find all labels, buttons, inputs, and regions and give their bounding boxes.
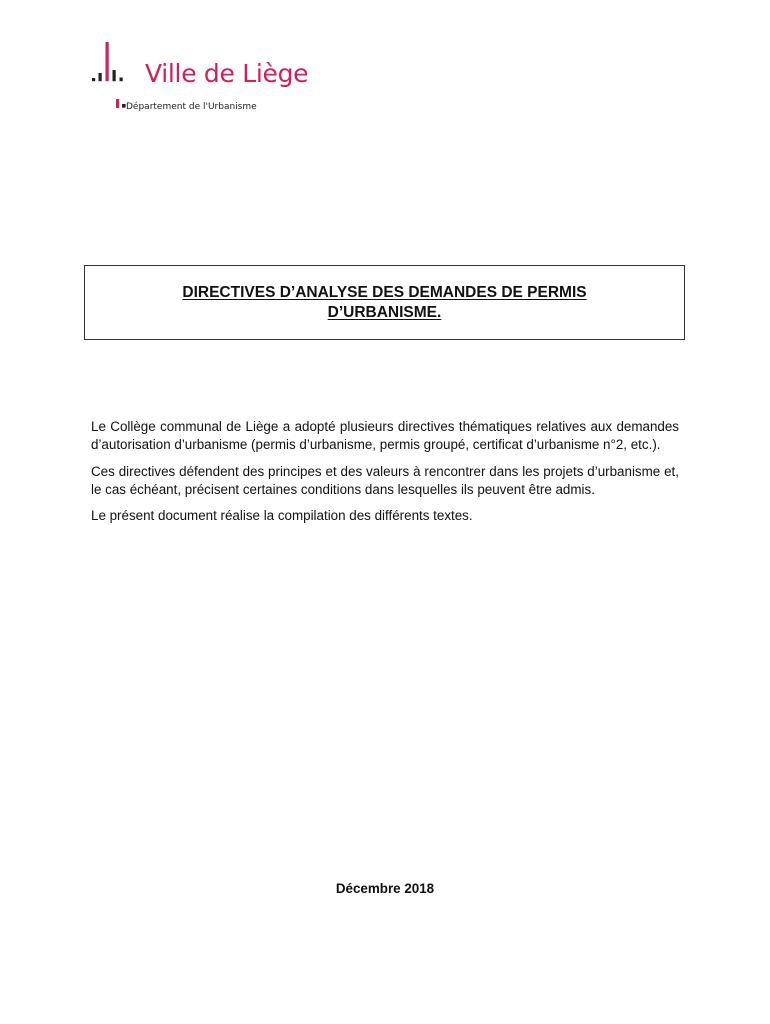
logo-title: Ville de Liège	[145, 59, 309, 88]
body-paragraph-1: Le Collège communal de Liège a adopté plusieurs directives thématiques relatives aux demandes d’autorisation d’urbanisme (permis d’urbanisme, permis groupé, certificat d’urbanisme n°2, etc.).	[91, 419, 679, 453]
document-date: Décembre 2018	[335, 881, 435, 896]
document-title-line-2: D’URBANISME.	[327, 303, 442, 321]
body-paragraph-2: Ces directives défendent des principes et des valeurs à rencontrer dans les projets d’urbanisme et, le cas échéant, précisent certaines conditions dans lesquelles ils peuvent être admis.	[91, 463, 679, 497]
document-title-box	[84, 265, 685, 340]
logo-subtitle: Département de l'Urbanisme	[126, 102, 257, 112]
body-paragraph-3: Le présent document réalise la compilation des différents textes.	[91, 508, 473, 524]
ville-de-liege-logo	[92, 42, 312, 116]
document-body	[91, 418, 679, 533]
document-title-line-1: DIRECTIVES D’ANALYSE DES DEMANDES DE PERMIS	[182, 283, 587, 301]
